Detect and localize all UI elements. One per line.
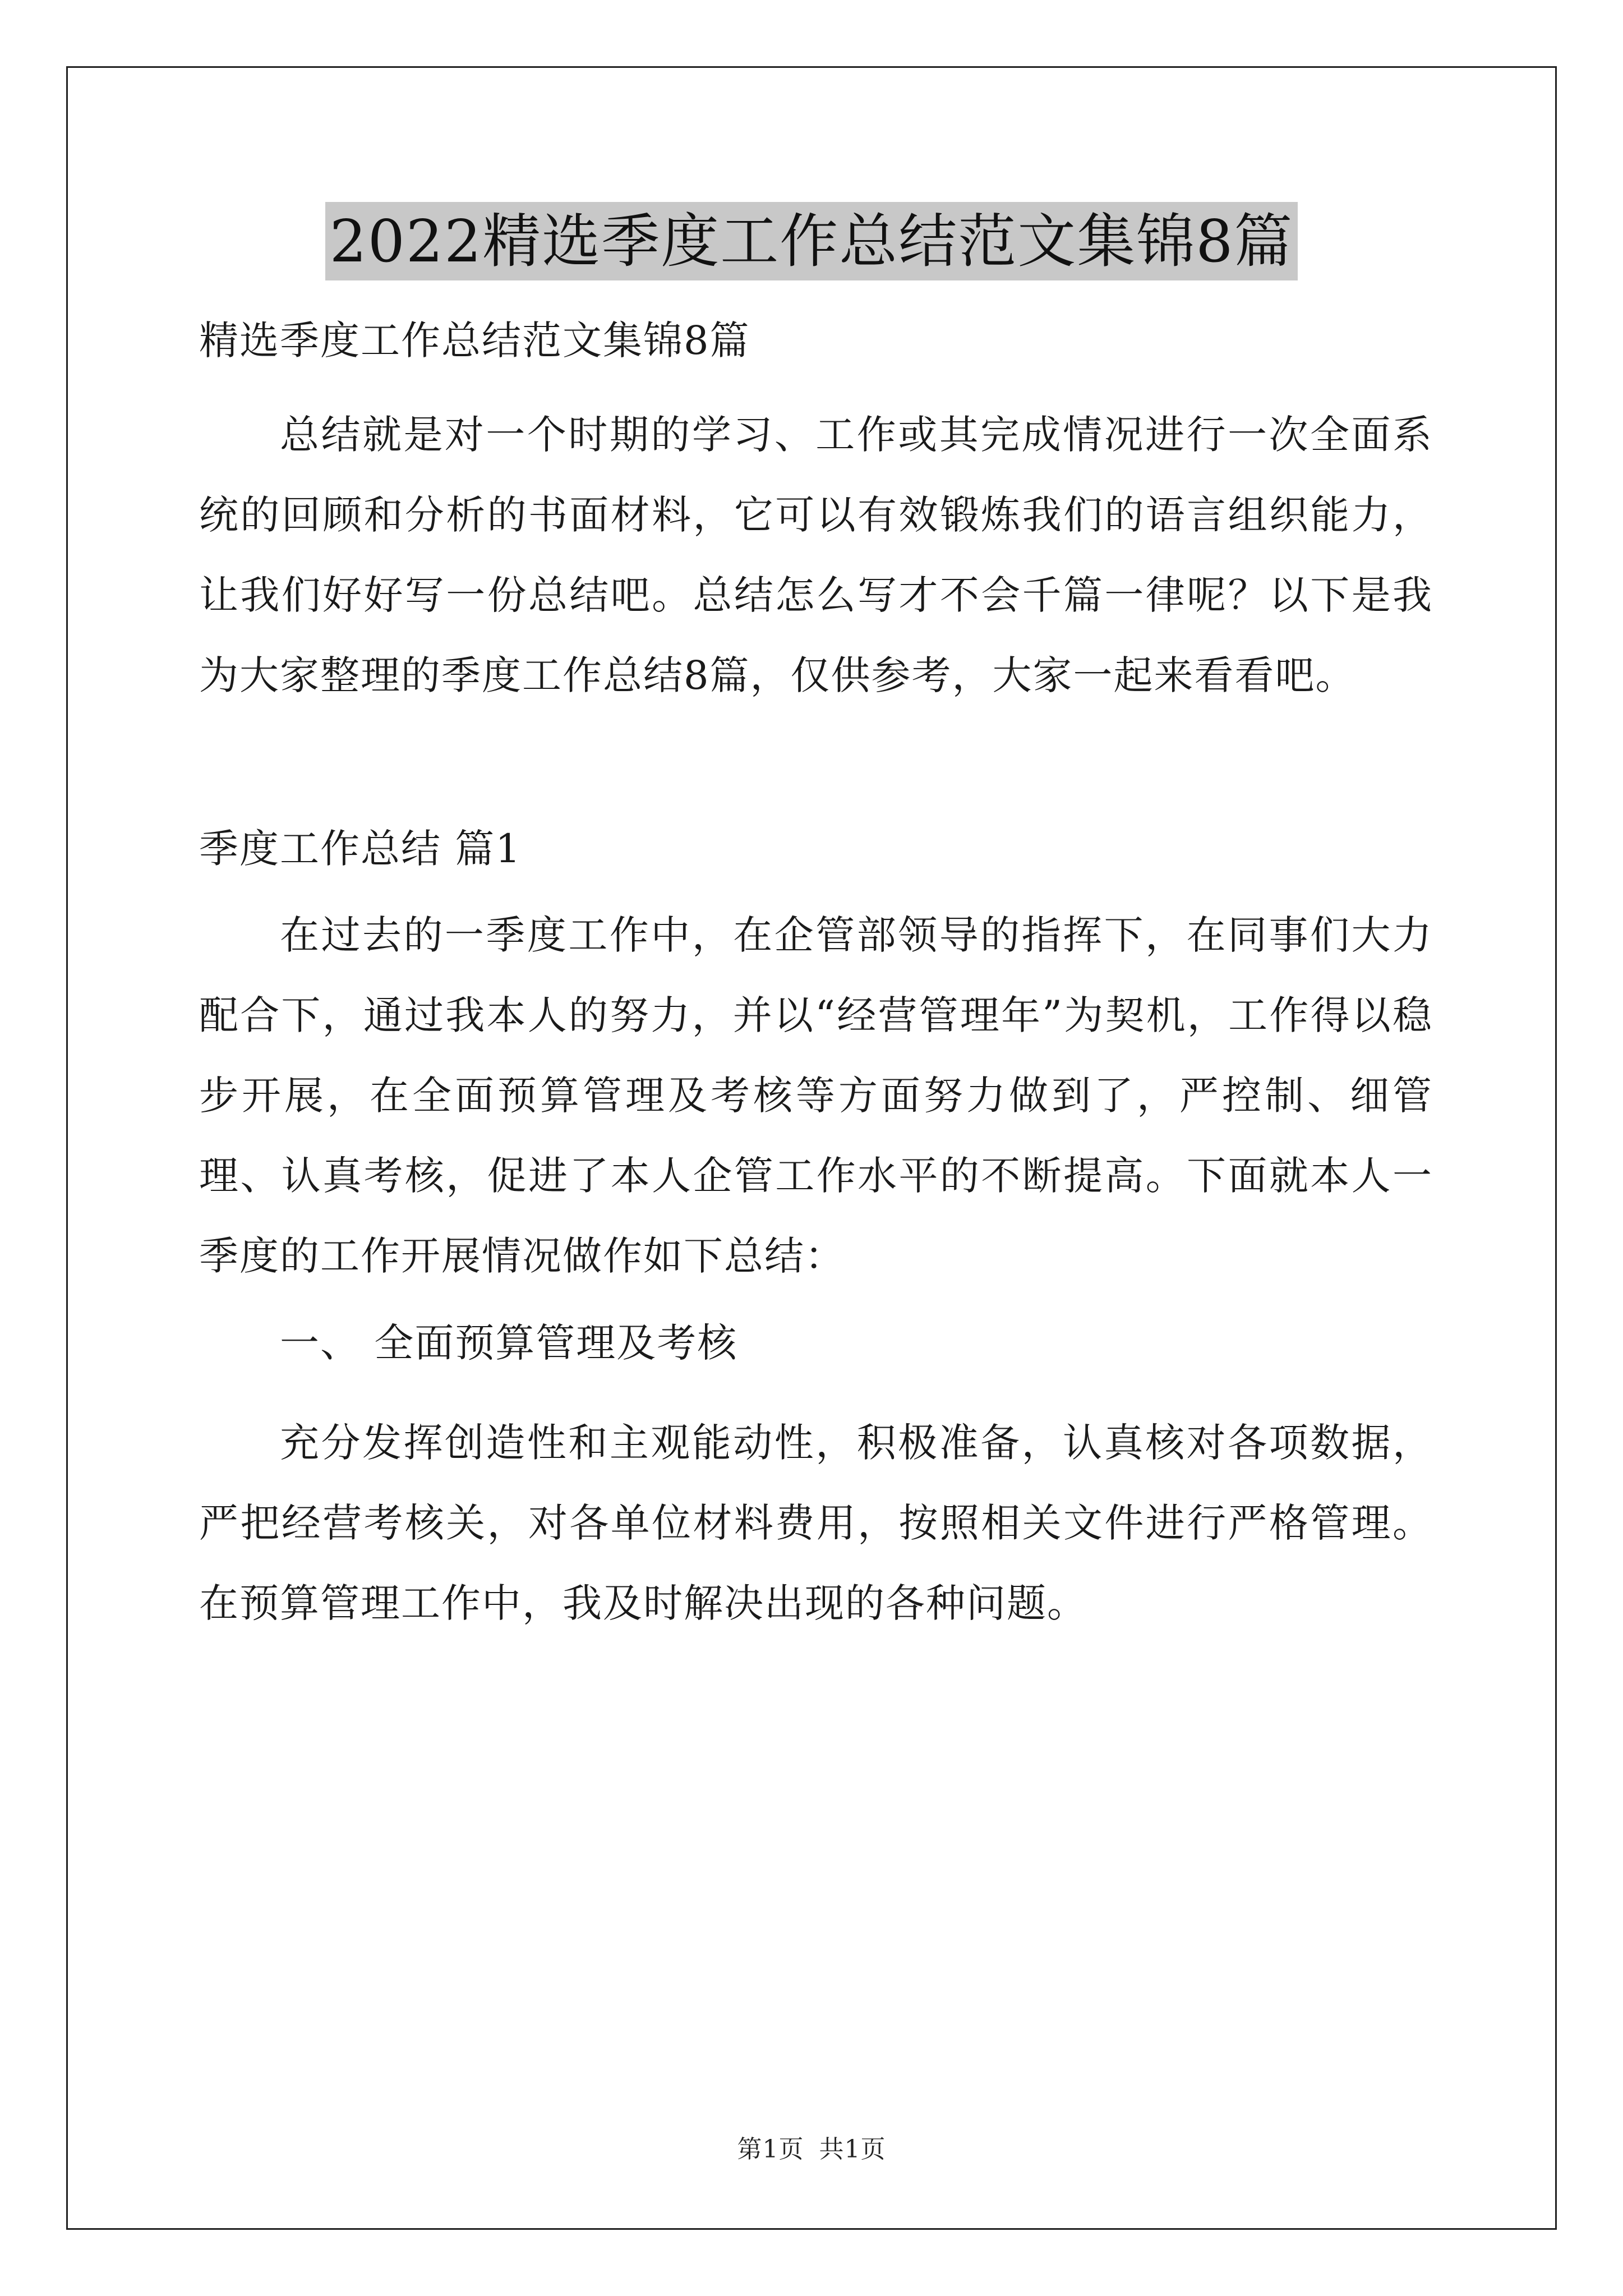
page-total: 共1页: [819, 2135, 886, 2164]
document-body: [199, 314, 1433, 1644]
page-footer: [0, 2129, 1623, 2165]
item-paragraph: 充分发挥创造性和主观能动性，积极准备，认真核对各项数据，严把经营考核关，对各单位材料费用，按照相关文件进行严格管理。在预算管理工作中，我及时解决出现的各种问题。: [199, 1420, 1433, 1626]
document-title: 2022精选季度工作总结范文集锦8篇: [325, 202, 1298, 280]
section-paragraph: 在过去的一季度工作中，在企管部领导的指挥下，在同事们大力配合下，通过我本人的努力，并以“经营管理年”为契机，工作得以稳步开展，在全面预算管理及考核等方面努力做到了，严控制、细管理、认真考核，促进了本人企管工作水平的不断提高。下面就本人一季度的工作开展情况做作如下总结：: [199, 912, 1433, 1279]
section-heading: 季度工作总结 篇1: [199, 826, 522, 872]
intro-paragraph: 总结就是对一个时期的学习、工作或其完成情况进行一次全面系统的回顾和分析的书面材料，它可以有效锻炼我们的语言组织能力，让我们好好写一份总结吧。总结怎么写才不会千篇一律呢？以下是我为大家整理的季度工作总结8篇，仅供参考，大家一起来看看吧。: [199, 412, 1433, 698]
document-subtitle: 精选季度工作总结范文集锦8篇: [199, 318, 750, 364]
item-heading: 一、 全面预算管理及考核: [280, 1320, 738, 1366]
title-container: [0, 202, 1623, 280]
page-number: 第1页: [737, 2135, 804, 2164]
